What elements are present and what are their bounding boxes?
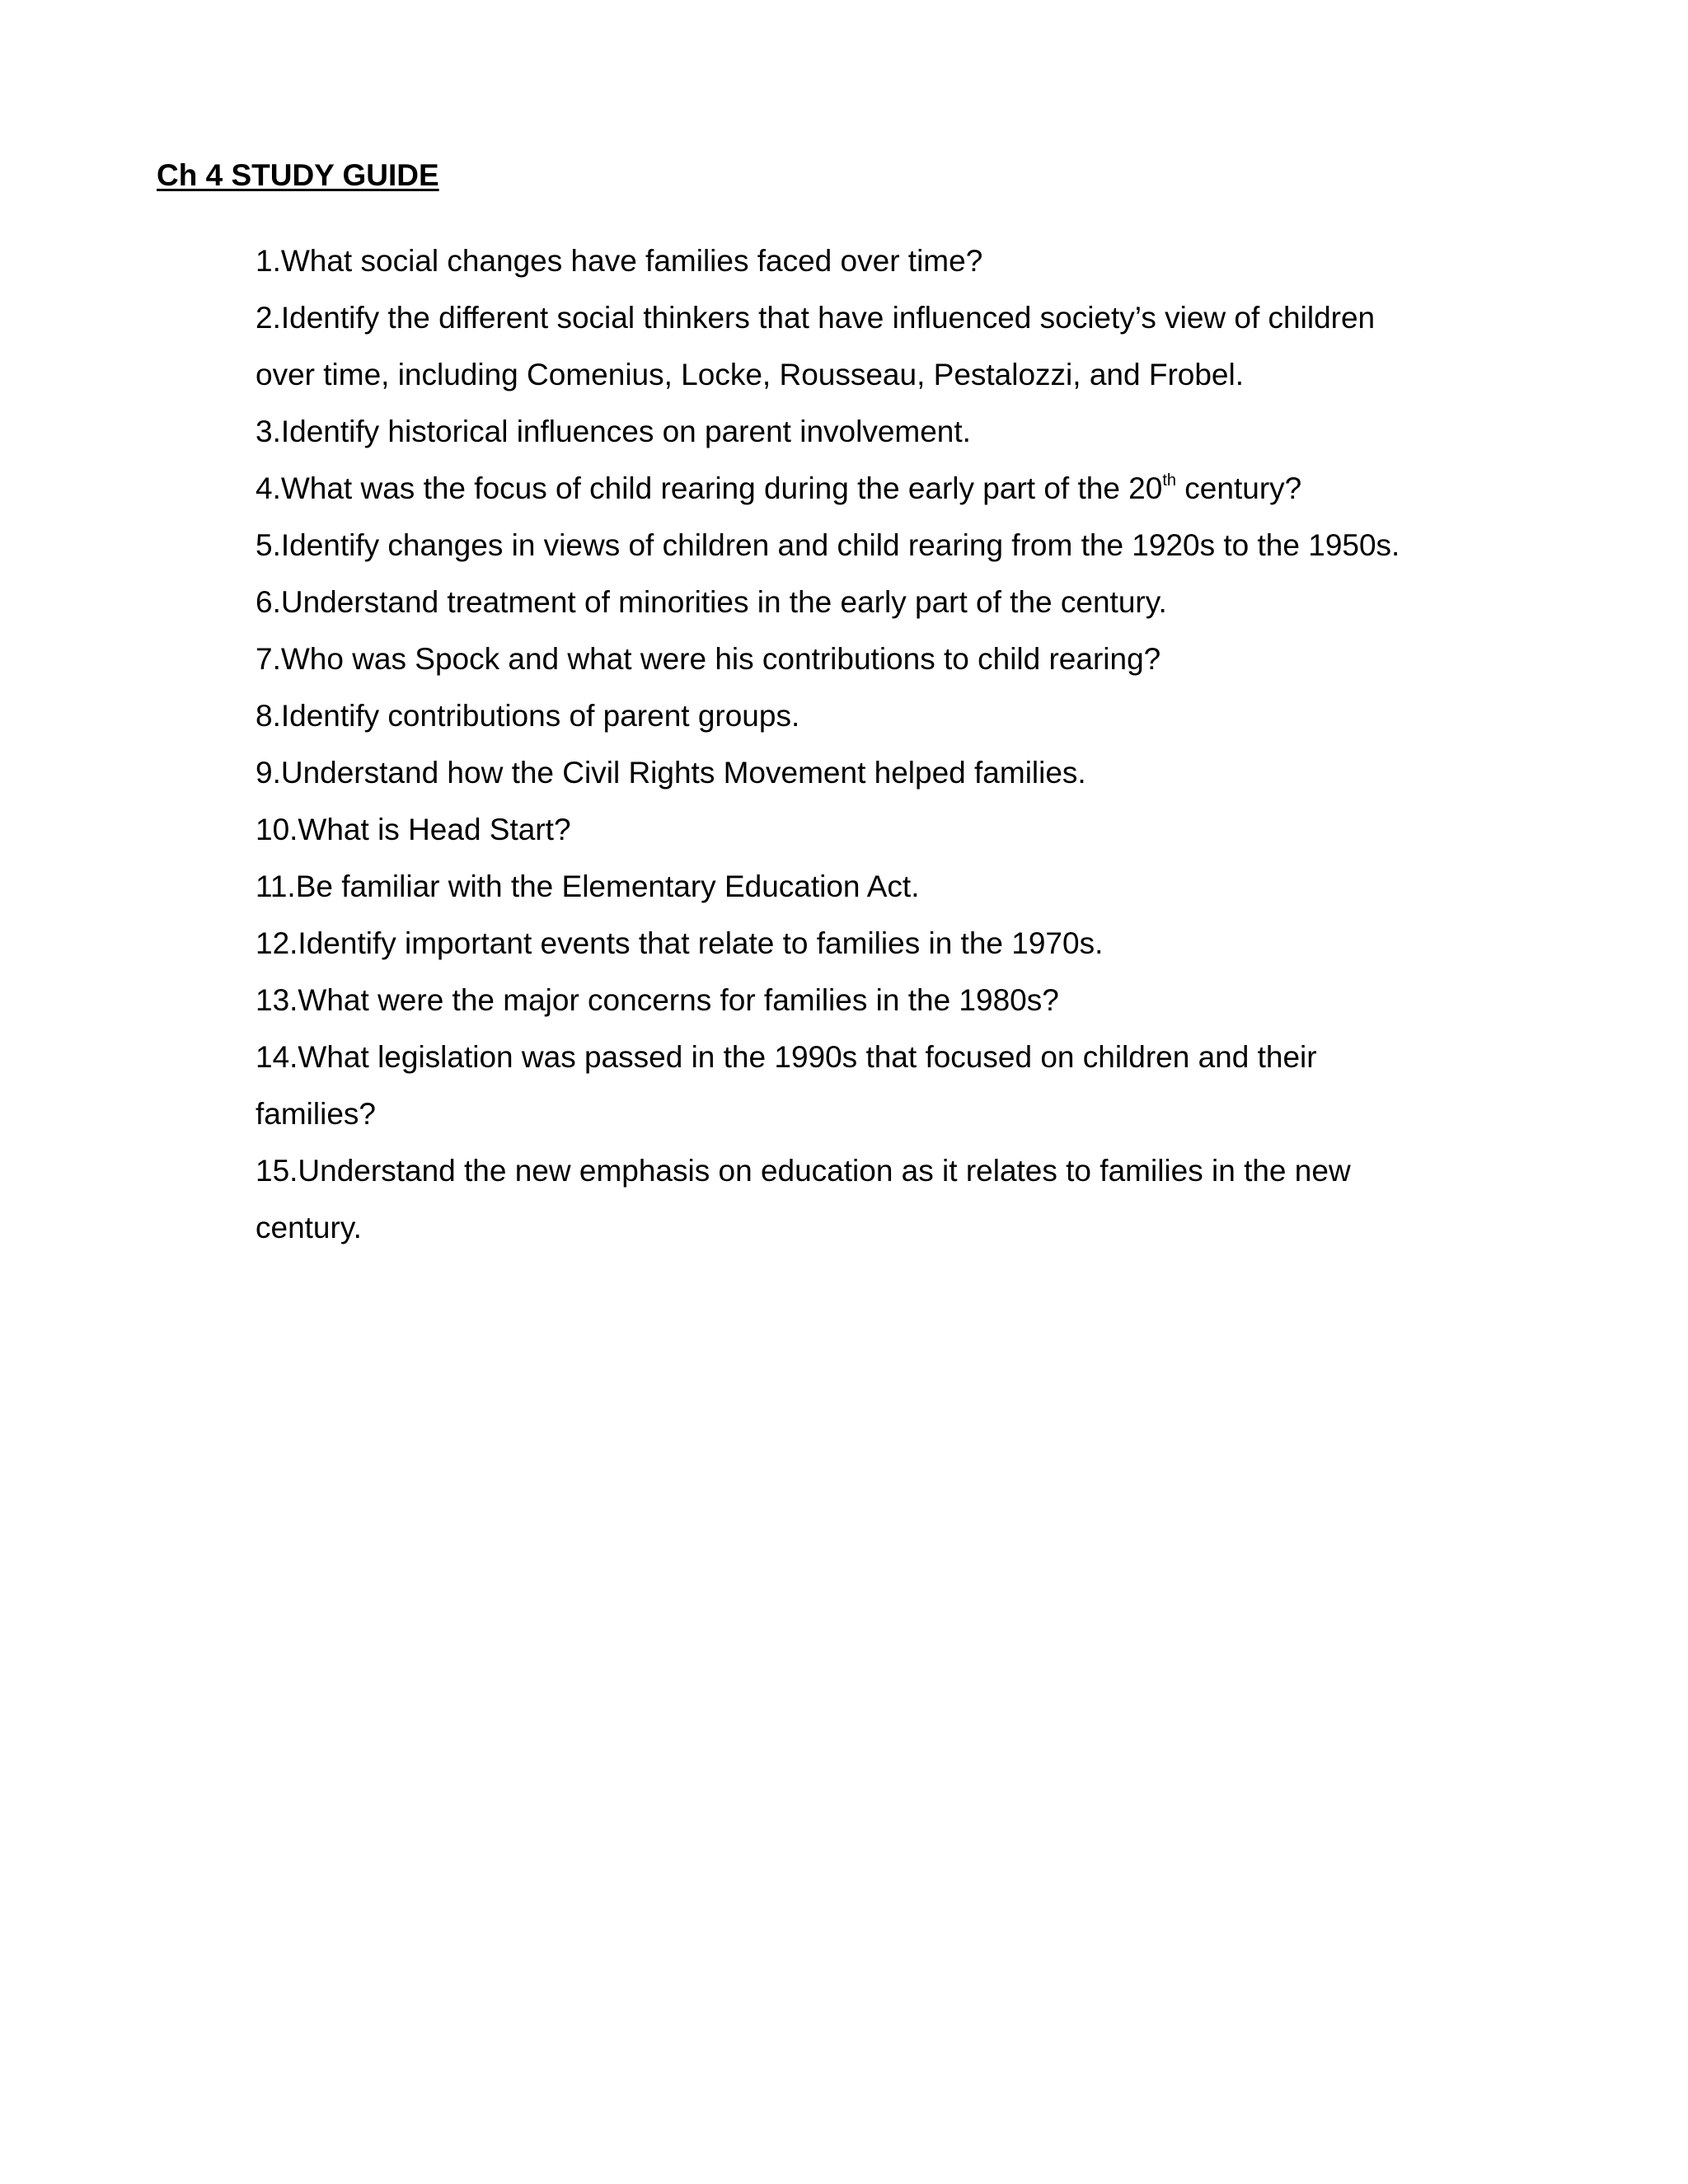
question-text-continued: over time, including Comenius, Locke, Rousseau, Pestalozzi, and Frobel. [256, 358, 1244, 391]
ordinal-superscript: th [1162, 471, 1177, 490]
question-item-4 [256, 460, 1541, 517]
question-text: 6.Understand treatment of minorities in the early part of the century. [256, 585, 1167, 619]
question-item-15 [256, 1142, 1541, 1256]
question-text: 8.Identify contributions of parent groups. [256, 699, 800, 733]
question-text-continued: century. [256, 1211, 362, 1244]
question-item-12 [256, 915, 1541, 972]
question-text: 13.What were the major concerns for families in the 1980s? [256, 983, 1059, 1017]
question-item-8 [256, 687, 1541, 744]
question-item-3 [256, 403, 1541, 460]
question-list [256, 232, 1541, 1256]
question-item-5 [256, 517, 1541, 574]
page-title: Ch 4 STUDY GUIDE [157, 158, 439, 192]
question-text: 14.What legislation was passed in the 1990s that focused on children and their [256, 1040, 1317, 1074]
question-text: 3.Identify historical influences on parent involvement. [256, 415, 971, 448]
question-text: 9.Understand how the Civil Rights Movement helped families. [256, 756, 1086, 790]
question-item-13 [256, 972, 1541, 1029]
question-text-continued: families? [256, 1097, 376, 1131]
question-item-10 [256, 801, 1541, 858]
question-text: 1.What social changes have families faced over time? [256, 244, 983, 278]
question-item-14 [256, 1029, 1541, 1142]
question-item-1 [256, 232, 1541, 289]
question-item-2 [256, 289, 1541, 403]
question-item-9 [256, 744, 1541, 801]
question-text: 11.Be familiar with the Elementary Education Act. [256, 869, 920, 903]
question-text: 15.Understand the new emphasis on education as it relates to families in the new [256, 1154, 1351, 1188]
question-item-6 [256, 574, 1541, 630]
question-item-11 [256, 858, 1541, 915]
question-text: 2.Identify the different social thinkers that have influenced society’s view of children [256, 301, 1376, 335]
question-text: 5.Identify changes in views of children and child rearing from the 1920s to the 1950s. [256, 528, 1400, 562]
question-text: 12.Identify important events that relate to families in the 1970s. [256, 926, 1104, 960]
question-text: 10.What is Head Start? [256, 813, 571, 846]
question-text: 4.What was the focus of child rearing during the early part of the 20 [256, 471, 1163, 505]
question-text-end: century? [1176, 471, 1302, 505]
question-text: 7.Who was Spock and what were his contributions to child rearing? [256, 642, 1161, 676]
question-item-7 [256, 630, 1541, 687]
